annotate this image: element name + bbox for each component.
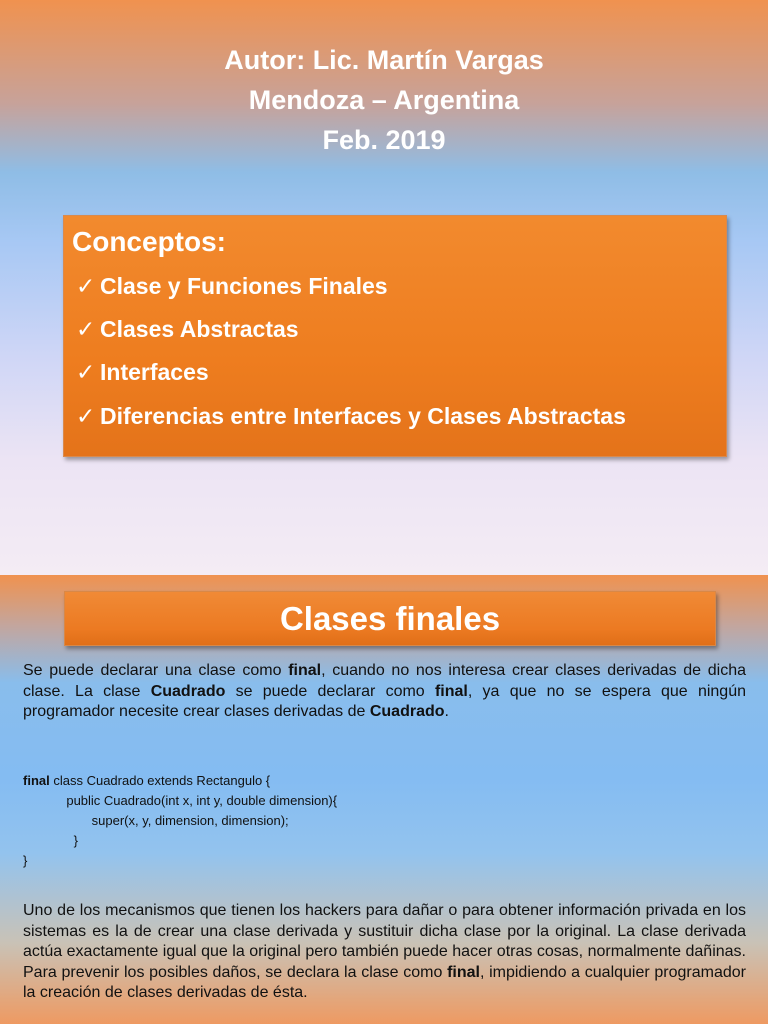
concept-item	[76, 401, 626, 431]
code-line	[23, 771, 743, 791]
content-slide	[0, 575, 768, 1024]
concept-label: Interfaces	[100, 359, 209, 385]
author-date: Feb. 2019	[322, 125, 446, 155]
paragraph-text: Se puede declarar una clase como	[23, 662, 289, 679]
code-text: class Cuadrado extends Rectangulo {	[49, 773, 271, 788]
paragraph-text: .	[444, 703, 449, 720]
paragraph-text: , ya que no se espera que ningún programador necesite crear clases derivadas de	[23, 682, 747, 720]
security-paragraph	[23, 901, 746, 1004]
concept-label: Clases Abstractas	[100, 316, 299, 342]
paragraph-text: , cuando no nos interesa crear clases derivadas de dicha clase. La clase	[23, 662, 747, 700]
concept-label: Diferencias entre Interfaces y Clases Abstractas	[100, 403, 626, 429]
concept-item	[76, 271, 388, 301]
checkmark-icon: ✓	[76, 359, 96, 385]
author-block	[0, 40, 768, 160]
keyword-final: final	[447, 963, 480, 981]
author-name: Autor: Lic. Martín Vargas	[224, 45, 544, 75]
code-line: }	[23, 853, 28, 868]
checkmark-icon: ✓	[76, 273, 96, 299]
slide-title: Clases finales	[64, 591, 716, 646]
paragraph-text: Uno de los mecanismos que tienen los hackers para dañar o para obtener información privada en los sistemas es la de crear una clase derivada y sustituir dicha clase por la original. La clase derivada actúa exactamente igual que la original pero también puede hacer otras cosas, normalmente dañinas. Para prevenir los posibles daños, se declara la clase como	[23, 902, 746, 981]
keyword-final: final	[434, 682, 468, 700]
concept-item	[76, 357, 209, 387]
keyword-cuadrado: Cuadrado	[369, 703, 445, 720]
keyword-cuadrado: Cuadrado	[150, 682, 226, 700]
concepts-title: Conceptos:	[72, 226, 226, 257]
concepts-box	[63, 215, 727, 457]
checkmark-icon: ✓	[76, 316, 96, 342]
code-line: super(x, y, dimension, dimension);	[23, 813, 289, 828]
code-line: }	[23, 833, 78, 848]
code-line: public Cuadrado(int x, int y, double dimension){	[23, 793, 338, 808]
concept-label: Clase y Funciones Finales	[100, 273, 388, 299]
paragraph-text: se puede declarar como	[225, 682, 435, 700]
checkmark-icon: ✓	[76, 403, 96, 429]
keyword-final: final	[288, 662, 322, 679]
paragraph-text: , impidiendo a cualquier programador la creación de clases derivadas de ésta.	[23, 963, 746, 1001]
code-keyword: final	[23, 773, 50, 788]
intro-paragraph	[23, 661, 746, 723]
author-location: Mendoza – Argentina	[248, 85, 520, 115]
concept-item	[76, 314, 299, 344]
code-block	[23, 771, 743, 871]
